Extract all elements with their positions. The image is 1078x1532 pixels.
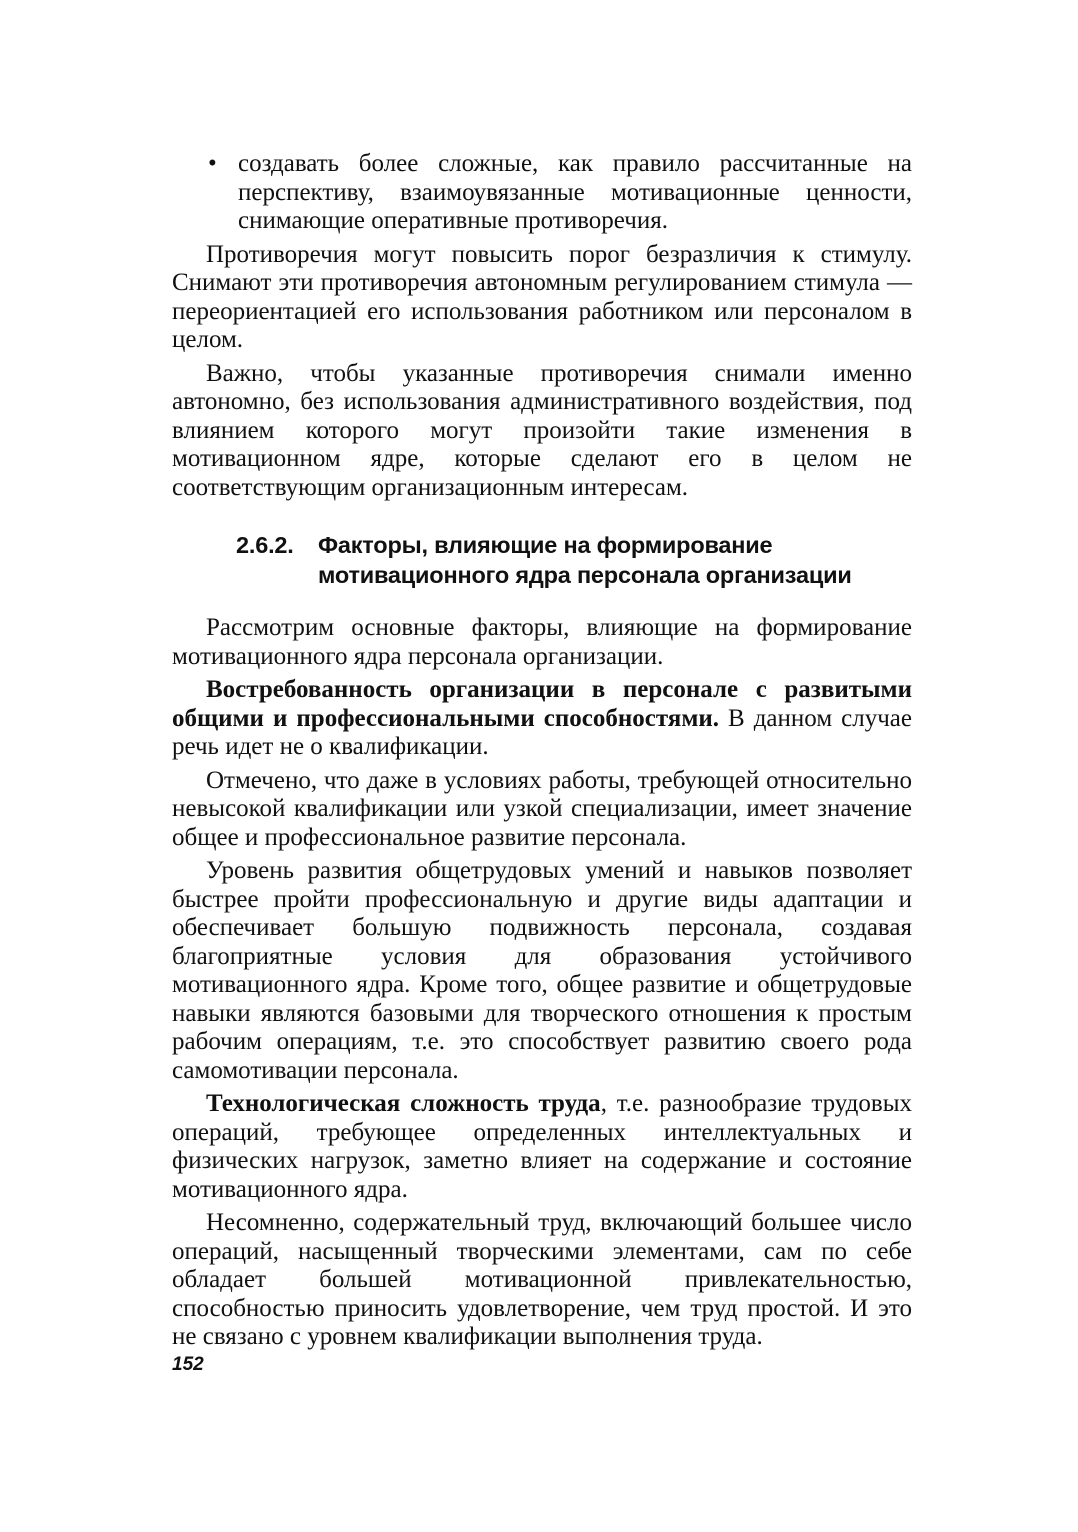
paragraph: Противоречия могут повысить порог безразличия к стимулу. Снимают эти противоречия автономным регулированием стимула — переориентацией его использования работником или персоналом в целом.	[172, 240, 912, 353]
paragraph: Важно, чтобы указанные противоречия снимали именно автономно, без использования административного воздействия, под влиянием которого могут произойти такие изменения в мотивационном ядре, которые сделают его в целом не соответствующим организационным интересам.	[172, 359, 912, 501]
factor-1-title: Востребованность организации в персонале с развитыми общими и профессиональными способностями.	[172, 676, 912, 732]
paragraph: Отмечено, что даже в условиях работы, требующей относительно невысокой квалификации или узкой специализации, имеет значение общее и профессиональное развитие персонала.	[172, 766, 912, 851]
page-number: 152	[172, 1354, 204, 1375]
bullet-icon: •	[208, 150, 217, 177]
factor-1-text: В данном случае речь идет не о квалификации.	[172, 704, 912, 760]
factor-2-title: Технологическая сложность труда	[206, 1090, 601, 1117]
paragraph-factor-2	[172, 1090, 912, 1204]
paragraph: Несомненно, содержательный труд, включающий большее число операций, насыщенный творческими элементами, сам по себе обладает большей мотивационной привлекательностью, способностью приносить удовлетворение, чем труд простой. И это не связано с уровнем квалификации выполнения труда.	[172, 1209, 912, 1350]
section-number: 2.6.2.	[236, 532, 294, 558]
paragraph-factor-1	[172, 676, 912, 762]
paragraph-intro: Рассмотрим основные факторы, влияющие на формирование мотивационного ядра персонала организации.	[172, 614, 912, 670]
factor-2-text: , т.е. разнообразие трудовых операций, требующее определенных интеллектуальных и физических нагрузок, заметно влияет на содержание и состояние мотивационного ядра.	[172, 1090, 912, 1203]
paragraph: Уровень развития общетрудовых умений и навыков позволяет быстрее пройти профессиональную и другие виды адаптации и обеспечивает большую подвижность персонала, создавая благоприятные условия для образования устойчивого мотивационного ядра. Кроме того, общее развитие и общетрудовые навыки являются базовыми для творческого отношения к простым рабочим операциям, т.е. это способствует развитию своего рода самомотивации персонала.	[172, 857, 912, 1084]
bullet-item	[208, 150, 912, 236]
section-heading	[236, 530, 912, 590]
page-body	[172, 150, 912, 1357]
bullet-text: создавать более сложные, как правило рассчитанные на перспективу, взаимоувязанные мотивационные ценности, снимающие оперативные противоречия.	[238, 150, 912, 234]
section-title: Факторы, влияющие на формирование мотивационного ядра персонала организации	[318, 532, 852, 588]
